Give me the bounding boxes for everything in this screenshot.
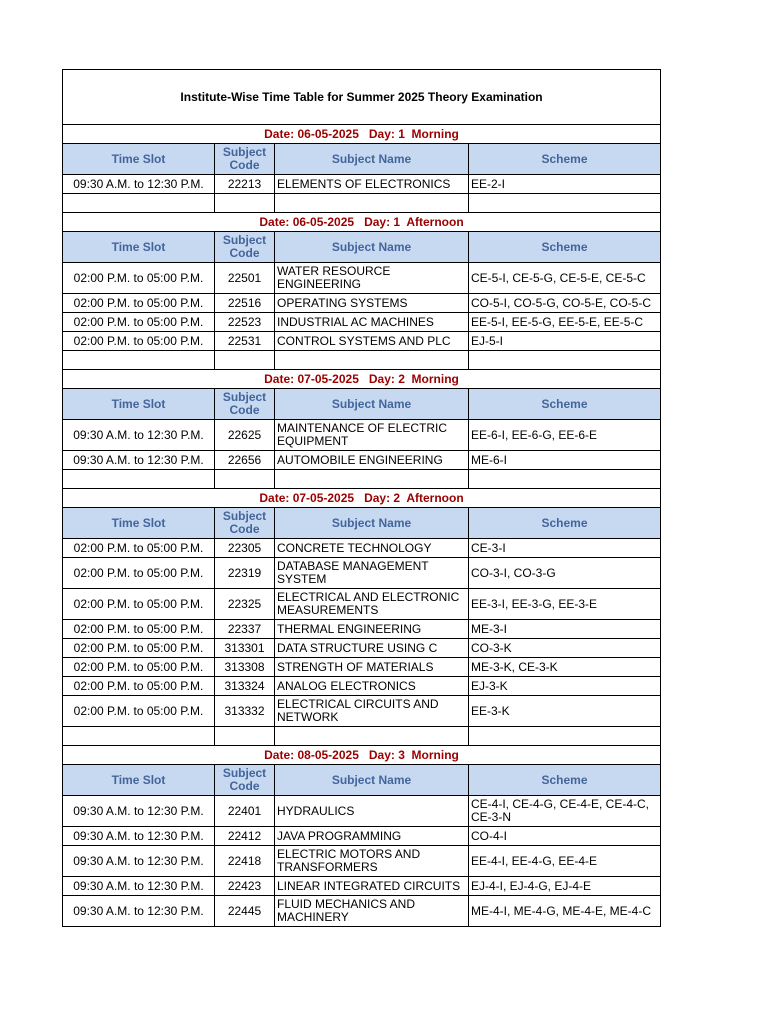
subject-name-cell: ELECTRIC MOTORS AND TRANSFORMERS: [275, 846, 469, 877]
session-date-label: Date: 06-05-2025 Day: 1 Morning: [264, 126, 459, 141]
subject-code-cell: 22531: [215, 332, 275, 351]
subject-name-cell: LINEAR INTEGRATED CIRCUITS: [275, 877, 469, 896]
table-row: [63, 313, 661, 332]
time-slot-cell: 09:30 A.M. to 12:30 P.M.: [63, 896, 215, 927]
time-slot-cell: 09:30 A.M. to 12:30 P.M.: [63, 796, 215, 827]
time-slot-cell: 09:30 A.M. to 12:30 P.M.: [63, 846, 215, 877]
table-row: [63, 175, 661, 194]
header-scheme: Scheme: [469, 144, 661, 175]
header-time-slot: Time Slot: [63, 389, 215, 420]
scheme-cell: EJ-5-I: [469, 332, 661, 351]
header-subject-code: [215, 765, 275, 796]
subject-name-cell: WATER RESOURCE ENGINEERING: [275, 263, 469, 294]
subject-name-cell: OPERATING SYSTEMS: [275, 294, 469, 313]
header-time-slot: Time Slot: [63, 144, 215, 175]
subject-name-cell: CONTROL SYSTEMS AND PLC: [275, 332, 469, 351]
time-slot-cell: 02:00 P.M. to 05:00 P.M.: [63, 539, 215, 558]
table-row: [63, 896, 661, 927]
scheme-cell: ME-4-I, ME-4-G, ME-4-E, ME-4-C: [469, 896, 661, 927]
subject-code-cell: 22516: [215, 294, 275, 313]
subject-name-cell: ANALOG ELECTRONICS: [275, 677, 469, 696]
time-slot-cell: 02:00 P.M. to 05:00 P.M.: [63, 620, 215, 639]
session-date-row: [63, 370, 661, 389]
scheme-cell: EE-5-I, EE-5-G, EE-5-E, EE-5-C: [469, 313, 661, 332]
scheme-cell: EE-3-I, EE-3-G, EE-3-E: [469, 589, 661, 620]
header-subject-code: [215, 232, 275, 263]
spacer-row: [63, 194, 661, 213]
header-subject-code-line2: Code: [229, 403, 260, 417]
header-time-slot: Time Slot: [63, 765, 215, 796]
header-subject-code-line2: Code: [229, 779, 260, 793]
scheme-cell: CE-3-I: [469, 539, 661, 558]
subject-code-cell: 22325: [215, 589, 275, 620]
header-time-slot: Time Slot: [63, 508, 215, 539]
scheme-cell: CO-3-I, CO-3-G: [469, 558, 661, 589]
scheme-cell: EE-6-I, EE-6-G, EE-6-E: [469, 420, 661, 451]
subject-code-cell: 313332: [215, 696, 275, 727]
scheme-cell: EE-4-I, EE-4-G, EE-4-E: [469, 846, 661, 877]
column-header-row: [63, 232, 661, 263]
page-title: Institute-Wise Time Table for Summer 2025 Theory Examination: [63, 70, 661, 125]
time-slot-cell: 02:00 P.M. to 05:00 P.M.: [63, 313, 215, 332]
time-slot-cell: 02:00 P.M. to 05:00 P.M.: [63, 294, 215, 313]
subject-code-cell: 313324: [215, 677, 275, 696]
header-scheme: Scheme: [469, 232, 661, 263]
time-slot-cell: 09:30 A.M. to 12:30 P.M.: [63, 451, 215, 470]
table-row: [63, 332, 661, 351]
header-subject-code-line2: Code: [229, 158, 260, 172]
scheme-cell: CO-4-I: [469, 827, 661, 846]
title-row: [63, 70, 661, 125]
subject-code-cell: 22656: [215, 451, 275, 470]
time-slot-cell: 02:00 P.M. to 05:00 P.M.: [63, 558, 215, 589]
subject-name-cell: JAVA PROGRAMMING: [275, 827, 469, 846]
subject-code-cell: 22625: [215, 420, 275, 451]
subject-code-cell: 22319: [215, 558, 275, 589]
table-row: [63, 639, 661, 658]
subject-name-cell: DATABASE MANAGEMENT SYSTEM: [275, 558, 469, 589]
subject-code-cell: 22213: [215, 175, 275, 194]
header-subject-code-line1: Subject: [222, 766, 267, 780]
scheme-cell: CE-5-I, CE-5-G, CE-5-E, CE-5-C: [469, 263, 661, 294]
column-header-row: [63, 389, 661, 420]
header-subject-code-line1: Subject: [222, 509, 267, 523]
subject-name-cell: INDUSTRIAL AC MACHINES: [275, 313, 469, 332]
header-time-slot: Time Slot: [63, 232, 215, 263]
session-date: [63, 746, 661, 765]
column-header-row: [63, 144, 661, 175]
spacer-row: [63, 470, 661, 489]
time-slot-cell: 09:30 A.M. to 12:30 P.M.: [63, 420, 215, 451]
subject-code-cell: 22445: [215, 896, 275, 927]
session-date-row: [63, 489, 661, 508]
session-date-label: Date: 07-05-2025 Day: 2 Morning: [264, 371, 459, 386]
spacer-row: [63, 351, 661, 370]
subject-name-cell: ELECTRICAL AND ELECTRONIC MEASUREMENTS: [275, 589, 469, 620]
subject-name-cell: FLUID MECHANICS AND MACHINERY: [275, 896, 469, 927]
subject-code-cell: 22423: [215, 877, 275, 896]
header-subject-name: Subject Name: [275, 508, 469, 539]
subject-name-cell: AUTOMOBILE ENGINEERING: [275, 451, 469, 470]
scheme-cell: CO-3-K: [469, 639, 661, 658]
timetable-body: [63, 70, 661, 927]
spacer-row: [63, 727, 661, 746]
header-subject-name: Subject Name: [275, 389, 469, 420]
header-subject-name: Subject Name: [275, 144, 469, 175]
header-subject-code-line2: Code: [229, 522, 260, 536]
time-slot-cell: 02:00 P.M. to 05:00 P.M.: [63, 658, 215, 677]
time-slot-cell: 02:00 P.M. to 05:00 P.M.: [63, 263, 215, 294]
table-row: [63, 658, 661, 677]
scheme-cell: EJ-4-I, EJ-4-G, EJ-4-E: [469, 877, 661, 896]
subject-code-cell: 22401: [215, 796, 275, 827]
subject-name-cell: THERMAL ENGINEERING: [275, 620, 469, 639]
scheme-cell: ME-3-K, CE-3-K: [469, 658, 661, 677]
column-header-row: [63, 765, 661, 796]
time-slot-cell: 02:00 P.M. to 05:00 P.M.: [63, 696, 215, 727]
header-subject-code-line1: Subject: [222, 233, 267, 247]
scheme-cell: ME-6-I: [469, 451, 661, 470]
table-row: [63, 589, 661, 620]
subject-name-cell: MAINTENANCE OF ELECTRIC EQUIPMENT: [275, 420, 469, 451]
session-date: [63, 370, 661, 389]
session-date: [63, 213, 661, 232]
subject-code-cell: 22412: [215, 827, 275, 846]
table-row: [63, 796, 661, 827]
session-date-label: Date: 06-05-2025 Day: 1 Afternoon: [259, 214, 464, 229]
subject-code-cell: 22418: [215, 846, 275, 877]
table-row: [63, 558, 661, 589]
subject-name-cell: STRENGTH OF MATERIALS: [275, 658, 469, 677]
session-date: [63, 489, 661, 508]
subject-code-cell: 313308: [215, 658, 275, 677]
session-date-row: [63, 213, 661, 232]
subject-code-cell: 22523: [215, 313, 275, 332]
subject-code-cell: 22337: [215, 620, 275, 639]
header-subject-name: Subject Name: [275, 765, 469, 796]
table-row: [63, 877, 661, 896]
session-date-row: [63, 125, 661, 144]
time-slot-cell: 09:30 A.M. to 12:30 P.M.: [63, 175, 215, 194]
scheme-cell: EE-2-I: [469, 175, 661, 194]
table-row: [63, 620, 661, 639]
table-row: [63, 420, 661, 451]
header-subject-name: Subject Name: [275, 232, 469, 263]
table-row: [63, 827, 661, 846]
session-date-label: Date: 08-05-2025 Day: 3 Morning: [264, 747, 459, 762]
table-row: [63, 696, 661, 727]
scheme-cell: ME-3-I: [469, 620, 661, 639]
header-subject-code-line2: Code: [229, 246, 260, 260]
session-date-row: [63, 746, 661, 765]
subject-name-cell: HYDRAULICS: [275, 796, 469, 827]
column-header-row: [63, 508, 661, 539]
subject-name-cell: ELECTRICAL CIRCUITS AND NETWORK: [275, 696, 469, 727]
subject-name-cell: CONCRETE TECHNOLOGY: [275, 539, 469, 558]
scheme-cell: CE-4-I, CE-4-G, CE-4-E, CE-4-C, CE-3-N: [469, 796, 661, 827]
table-row: [63, 846, 661, 877]
header-scheme: Scheme: [469, 508, 661, 539]
table-row: [63, 263, 661, 294]
header-scheme: Scheme: [469, 389, 661, 420]
subject-name-cell: DATA STRUCTURE USING C: [275, 639, 469, 658]
time-slot-cell: 02:00 P.M. to 05:00 P.M.: [63, 677, 215, 696]
header-subject-code-line1: Subject: [222, 145, 267, 159]
time-slot-cell: 02:00 P.M. to 05:00 P.M.: [63, 639, 215, 658]
header-scheme: Scheme: [469, 765, 661, 796]
time-slot-cell: 02:00 P.M. to 05:00 P.M.: [63, 589, 215, 620]
time-slot-cell: 09:30 A.M. to 12:30 P.M.: [63, 827, 215, 846]
session-date: [63, 125, 661, 144]
table-row: [63, 451, 661, 470]
table-row: [63, 539, 661, 558]
time-slot-cell: 02:00 P.M. to 05:00 P.M.: [63, 332, 215, 351]
table-row: [63, 294, 661, 313]
subject-code-cell: 22305: [215, 539, 275, 558]
table-row: [63, 677, 661, 696]
subject-name-cell: ELEMENTS OF ELECTRONICS: [275, 175, 469, 194]
session-date-label: Date: 07-05-2025 Day: 2 Afternoon: [259, 490, 464, 505]
header-subject-code-line1: Subject: [222, 390, 267, 404]
subject-code-cell: 22501: [215, 263, 275, 294]
subject-code-cell: 313301: [215, 639, 275, 658]
header-subject-code: [215, 389, 275, 420]
scheme-cell: EE-3-K: [469, 696, 661, 727]
scheme-cell: CO-5-I, CO-5-G, CO-5-E, CO-5-C: [469, 294, 661, 313]
header-subject-code: [215, 508, 275, 539]
header-subject-code: [215, 144, 275, 175]
scheme-cell: EJ-3-K: [469, 677, 661, 696]
timetable: [62, 69, 661, 927]
time-slot-cell: 09:30 A.M. to 12:30 P.M.: [63, 877, 215, 896]
